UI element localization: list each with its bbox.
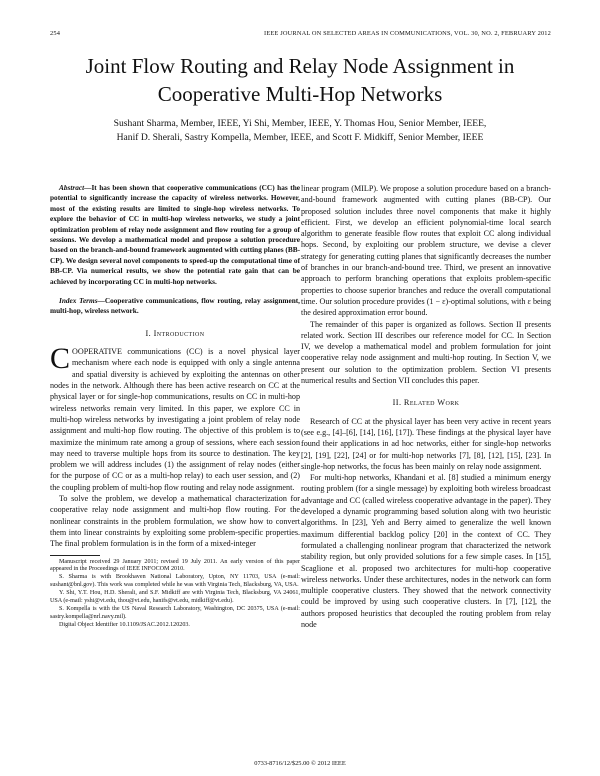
intro-paragraph-4: The remainder of this paper is organized as follows. Section II presents related work. Section III describes our reference model for CC. In Section IV, we develop a mathematical model and problem formulation for joint cooperative relay node assignment and multi-hop routing. In Section V, we present our solution to the optimization problem. Section VI presents numerical results and Section VII concludes this paper. [301, 319, 551, 386]
footnote-sharma: S. Sharma is with Brookhaven National Laboratory, Upton, NY 11703, USA (e-mail: sushant@bnl.gov). This work was completed while he was with Virginia Tech, Blacksburg, VA, USA. [50, 574, 300, 589]
abstract [50, 183, 300, 287]
intro-p1-text: communications (CC) is a novel physical layer mechanism where each node is equipped with only a single antenna and spatial diversity is achieved by exploiting the antennas on other nodes in the network. Although there has been active research on CC at the physical layer or for single-hop communications, results on CC in multi-hop wireless networks remain very limited. In this paper, we explore CC in multi-hop wireless networks by investigating a joint problem of relay node assignment and multi-hop flow routing. The objective of this problem is to maximize the minimum rate among a group of sessions, where each session may need to traverse multiple hops from its source to destination. The key problem we will address includes (1) the assignment of relay nodes (either for the purpose of CC or as a multi-hop relay) to each user session, and (2) the coupling problem of multi-hop flow routing and relay node assignment. [50, 347, 300, 492]
journal-name: IEEE JOURNAL ON SELECTED AREAS IN COMMUNICATIONS, VOL. 30, NO. 2, FEBRUARY 2012 [264, 30, 551, 37]
intro-paragraph-1 [50, 342, 300, 493]
paper-title [30, 52, 570, 108]
abstract-label: Abstract [59, 183, 85, 192]
index-terms [50, 296, 300, 317]
title-line-2: Cooperative Multi-Hop Networks [157, 82, 443, 106]
title-line-1: Joint Flow Routing and Relay Node Assignment in [85, 54, 515, 78]
authors-line-1: Sushant Sharma, Member, IEEE, Yi Shi, Member, IEEE, Y. Thomas Hou, Senior Member, IEEE, [113, 118, 487, 129]
footnote-doi: Digital Object Identifier 10.1109/JSAC.2012.120203. [59, 621, 190, 628]
index-terms-text: —Cooperative communications, flow routing, relay assignment, multi-hop, wireless network. [50, 296, 301, 316]
drop-cap: C [50, 342, 71, 376]
intro-paragraph-2: To solve the problem, we develop a mathematical characterization for cooperative relay node assignment and multi-hop flow routing. For the nonlinear constraints in the problem formulation, we show how to convert them into linear constraints by exploiting some problem-specific properties. The final problem formulation is in the form of a mixed-integer [50, 494, 300, 549]
footnote-vt-authors: Y. Shi, Y.T. Hou, H.D. Sherali, and S.F. Midkiff are with Virginia Tech, Blacksburg, VA 24061, USA (e-mail: yshi@vt.edu, thou@vt.edu, hanifs@vt.edu, midkiff@vt.edu). [50, 590, 300, 605]
section-heading-introduction: I. Introduction [145, 328, 205, 338]
index-terms-label: Index Terms [59, 296, 98, 306]
author-list [40, 117, 560, 145]
page-number: 254 [50, 30, 61, 37]
footnote-rule [50, 555, 100, 556]
intro-lead-word: OOPERATIVE [72, 347, 122, 357]
left-column [50, 183, 300, 630]
abstract-text: —It has been shown that cooperative communications (CC) has the potential to significantly increase the capacity of wireless networks. However, most of the existing results are limited to single-hop wireless networks. To explore the behavior of CC in multi-hop wireless networks, we study a joint optimization problem of relay node assignment and flow routing for a group of sessions. We develop a mathematical model and propose a solution procedure based on the branch-and-bound framework augmented with cutting planes (BB-CP). We design several novel components to speed-up the computational time of BB-CP. Via numerical results, we show the potential rate gain that can be achieved by incorporating CC in multi-hop networks. [50, 183, 300, 286]
copyright-footer: 0733-8716/12/$25.00 © 2012 IEEE [254, 760, 346, 767]
footnote-kompella: S. Kompella is with the US Naval Research Laboratory, Washington, DC 20375, USA (e-mail: sastry.kompella@nrl.navy.mil). [50, 605, 300, 620]
related-paragraph-2: For multi-hop networks, Khandani et al. [8] studied a minimum energy routing problem (for a single message) by exploiting both wireless broadcast advantage and CC (called wireless cooperative advantage in the paper). They developed a dynamic programming based solution along with two heuristic algorithms. In [23], Yeh and Berry aimed to generalize the well known maximum differential backlog policy [20] in the context of CC. They formulated a challenging nonlinear program that characterized the network stability region, but only provided solutions for a few simple cases. In [15], Scaglione et al. proposed two architectures for multi-hop cooperative wireless networks. Under these architectures, nodes in the network can form multiple cooperative clusters. They showed that the network connectivity could be improved by using such cooperative clusters. In [7], [12], the authors proposed heuristics that decoupled the routing problem from relay node [301, 473, 551, 629]
footnote-received: Manuscript received 29 January 2011; revised 19 July 2011. An early version of this paper appeared in the Proceedings of IEEE INFOCOM 2010. [50, 558, 300, 573]
related-paragraph-1: Research of CC at the physical layer has been very active in recent years (see e.g., [4]–[6], [14], [16], [17]). These findings at the physical layer have found their applications in ad hoc networks, either for single-hop networks [2], [19], [22], [24] or for multi-hop networks [7], [8], [12], [15], [23]. In single-hop networks, the focus has been mainly on relay node assignment. [301, 416, 551, 471]
right-column [301, 183, 551, 630]
authors-line-2: Hanif D. Sherali, Sastry Kompella, Member, IEEE, and Scott F. Midkiff, Senior Member, IEEE [116, 132, 484, 143]
section-heading-related-work: II. Related Work [392, 398, 460, 408]
intro-paragraph-3: linear program (MILP). We propose a solution procedure based on a branch-and-bound framework augmented with cutting planes (BB-CP). Our proposed solution includes three novel components that make it highly efficient. First, we develop an efficient polynomial-time local search algorithm to generate feasible flow routes that exploit CC along individual hops. Second, by exploiting our problem structure, we devise a clever strategy for generating cutting planes that significantly decreases the number of branches in our branch-and-bound tree. Third, we present an innovative approach to perform branching operations that exploits problem-specific properties to choose superior branches and reduce the overall computational time. Our solution procedure provides (1 − ε)-optimal solutions, with ε being the desired approximation error bound. [301, 184, 551, 318]
